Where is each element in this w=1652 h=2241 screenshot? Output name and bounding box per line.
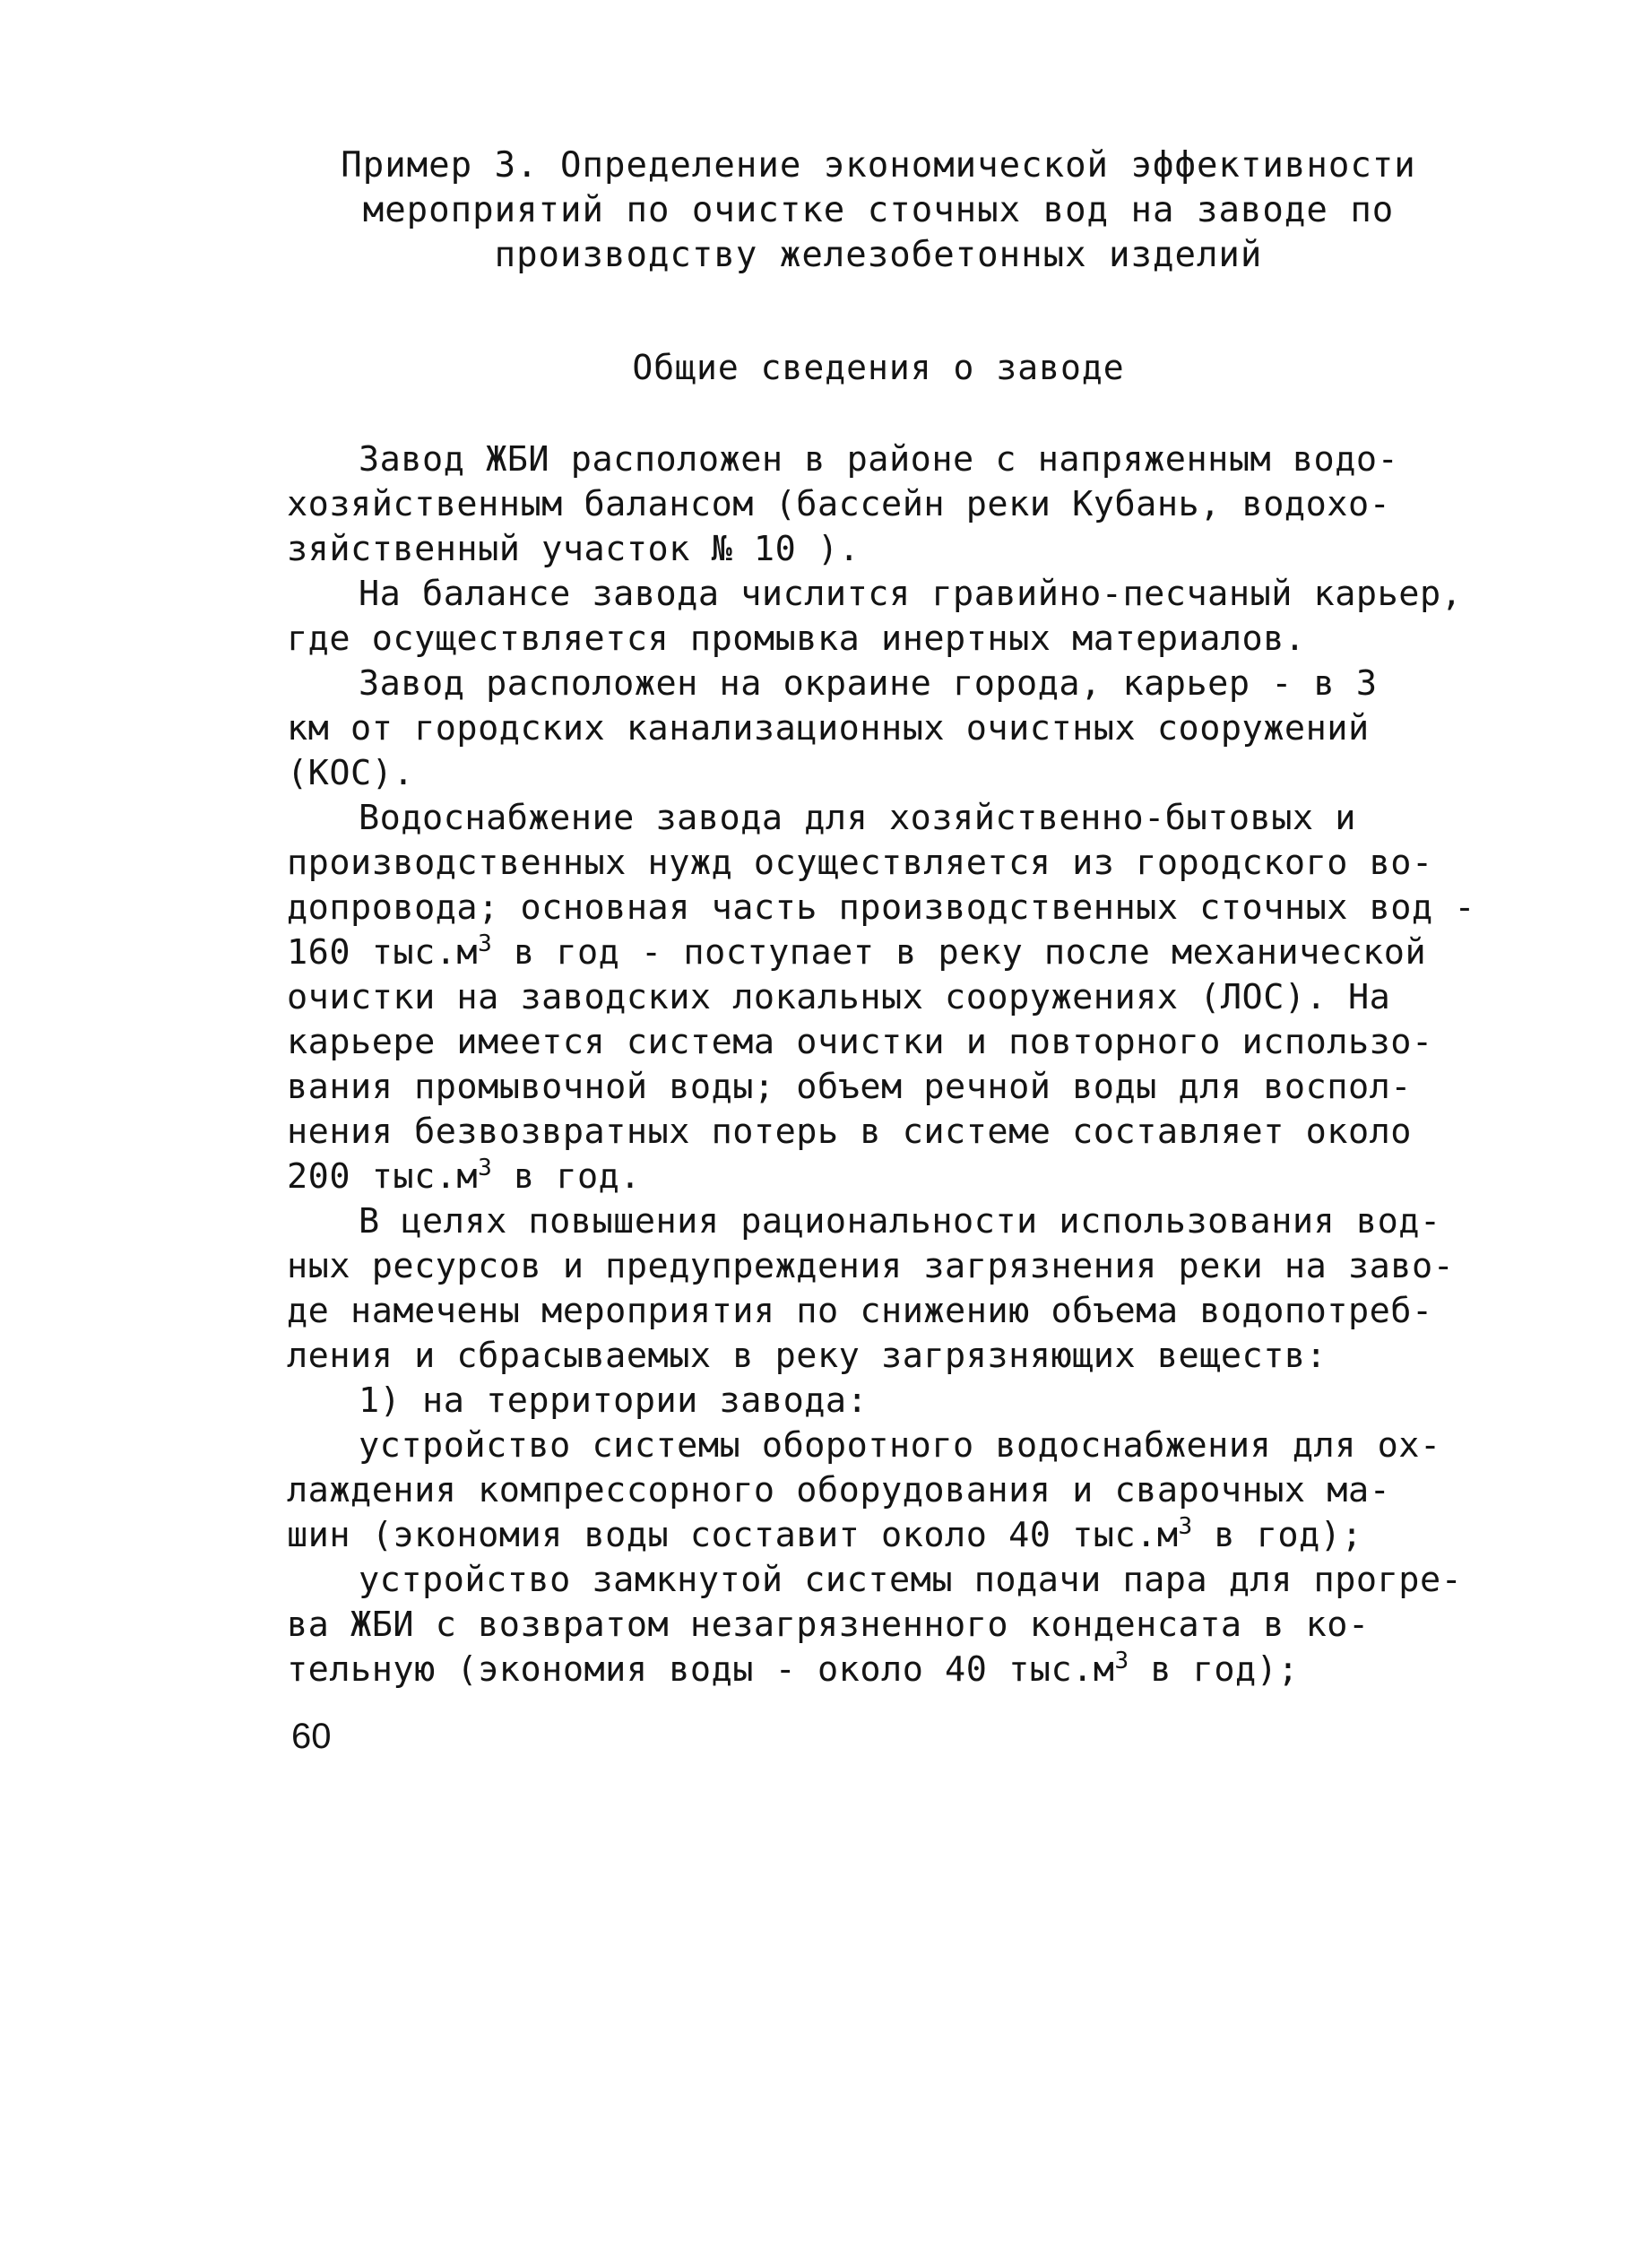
text-fragment: шин (экономия воды составит около 40 тыс.м [287,1515,1179,1555]
section-subheading: Общие сведения о заводе [632,348,1125,387]
text-line: устройство замкнутой системы подачи пара для прогре- [359,1560,1463,1600]
text-line: где осуществляется промывка инертных материалов. [287,619,1306,659]
text-line: устройство системы оборотного водоснабжения для ох- [359,1425,1441,1466]
text-line: Завод ЖБИ расположен в районе с напряженным водо- [359,439,1399,480]
text-line [287,1513,1506,1558]
text-line: ва ЖБИ с возвратом незагрязненного конденсата в ко- [287,1605,1370,1645]
text-line: очистки на заводских локальных сооружениях (ЛОС). На [287,977,1391,1017]
paragraph-water-supply [287,796,1506,1199]
list-item-1 [287,1379,1506,1423]
title-line-1: Пример 3. Определение экономической эффективности [341,145,1416,186]
text-line: ления и сбрасываемых в реку загрязняющих веществ: [287,1336,1328,1376]
text-line: зяйственный участок № 10 ). [287,529,861,569]
text-fragment: в год); [1192,1515,1363,1555]
text-line [287,1155,1506,1199]
title-line-2: мероприятий по очистке сточных вод на заводе по [362,190,1395,230]
text-fragment: в год - поступает в реку после механической [492,932,1427,973]
text-line: производственных нужд осуществляется из городского во- [287,843,1433,883]
text-fragment: в год. [492,1156,642,1197]
text-line: де намечены мероприятия по снижению объема водопотреб- [287,1291,1433,1331]
page-number: 60 [291,1717,332,1756]
text-fragment: 160 тыс.м [287,932,479,973]
superscript: 3 [478,930,493,957]
paragraph-recycling [287,1423,1506,1558]
text-fragment: тельную (экономия воды - около 40 тыс.м [287,1649,1115,1690]
title-line-3: производству железобетонных изделий [494,235,1263,275]
text-fragment: в год); [1129,1649,1300,1690]
text-line: Завод расположен на окраине города, карьер - в 3 [359,663,1378,704]
text-line: Водоснабжение завода для хозяйственно-бытовых и [359,798,1356,838]
text-line: 1) на территории завода: [359,1380,869,1421]
text-line: В целях повышения рациональности использования вод- [359,1201,1441,1242]
paragraph-location [287,437,1506,572]
text-line: нения безвозвратных потерь в системе составляет около [287,1112,1412,1152]
text-line: км от городских канализационных очистных сооружений [287,708,1370,748]
text-line: карьере имеется система очистки и повторного использо- [287,1022,1433,1062]
superscript: 3 [1114,1648,1129,1674]
text-line: На балансе завода числится гравийно-песчаный карьер, [359,574,1463,614]
text-line: (КОС). [287,753,415,793]
paragraph-steam [287,1558,1506,1692]
text-line: допровода; основная часть производственных сточных вод - [287,887,1476,928]
superscript: 3 [478,1155,493,1181]
text-line [287,1648,1506,1692]
paragraph-distance [287,662,1506,796]
superscript: 3 [1178,1513,1193,1540]
paragraph-measures [287,1199,1506,1379]
text-line: вания промывочной воды; объем речной воды для воспол- [287,1067,1412,1107]
text-line: ных ресурсов и предупреждения загрязнения реки на заво- [287,1246,1455,1286]
body-text [287,437,1506,1692]
text-line: лаждения компрессорного оборудования и сварочных ма- [287,1470,1391,1510]
paragraph-quarry [287,572,1506,662]
example-title [269,143,1488,278]
text-line [287,930,1506,975]
text-fragment: 200 тыс.м [287,1156,479,1197]
text-line: хозяйственным балансом (бассейн реки Кубань, водохо- [287,484,1391,524]
